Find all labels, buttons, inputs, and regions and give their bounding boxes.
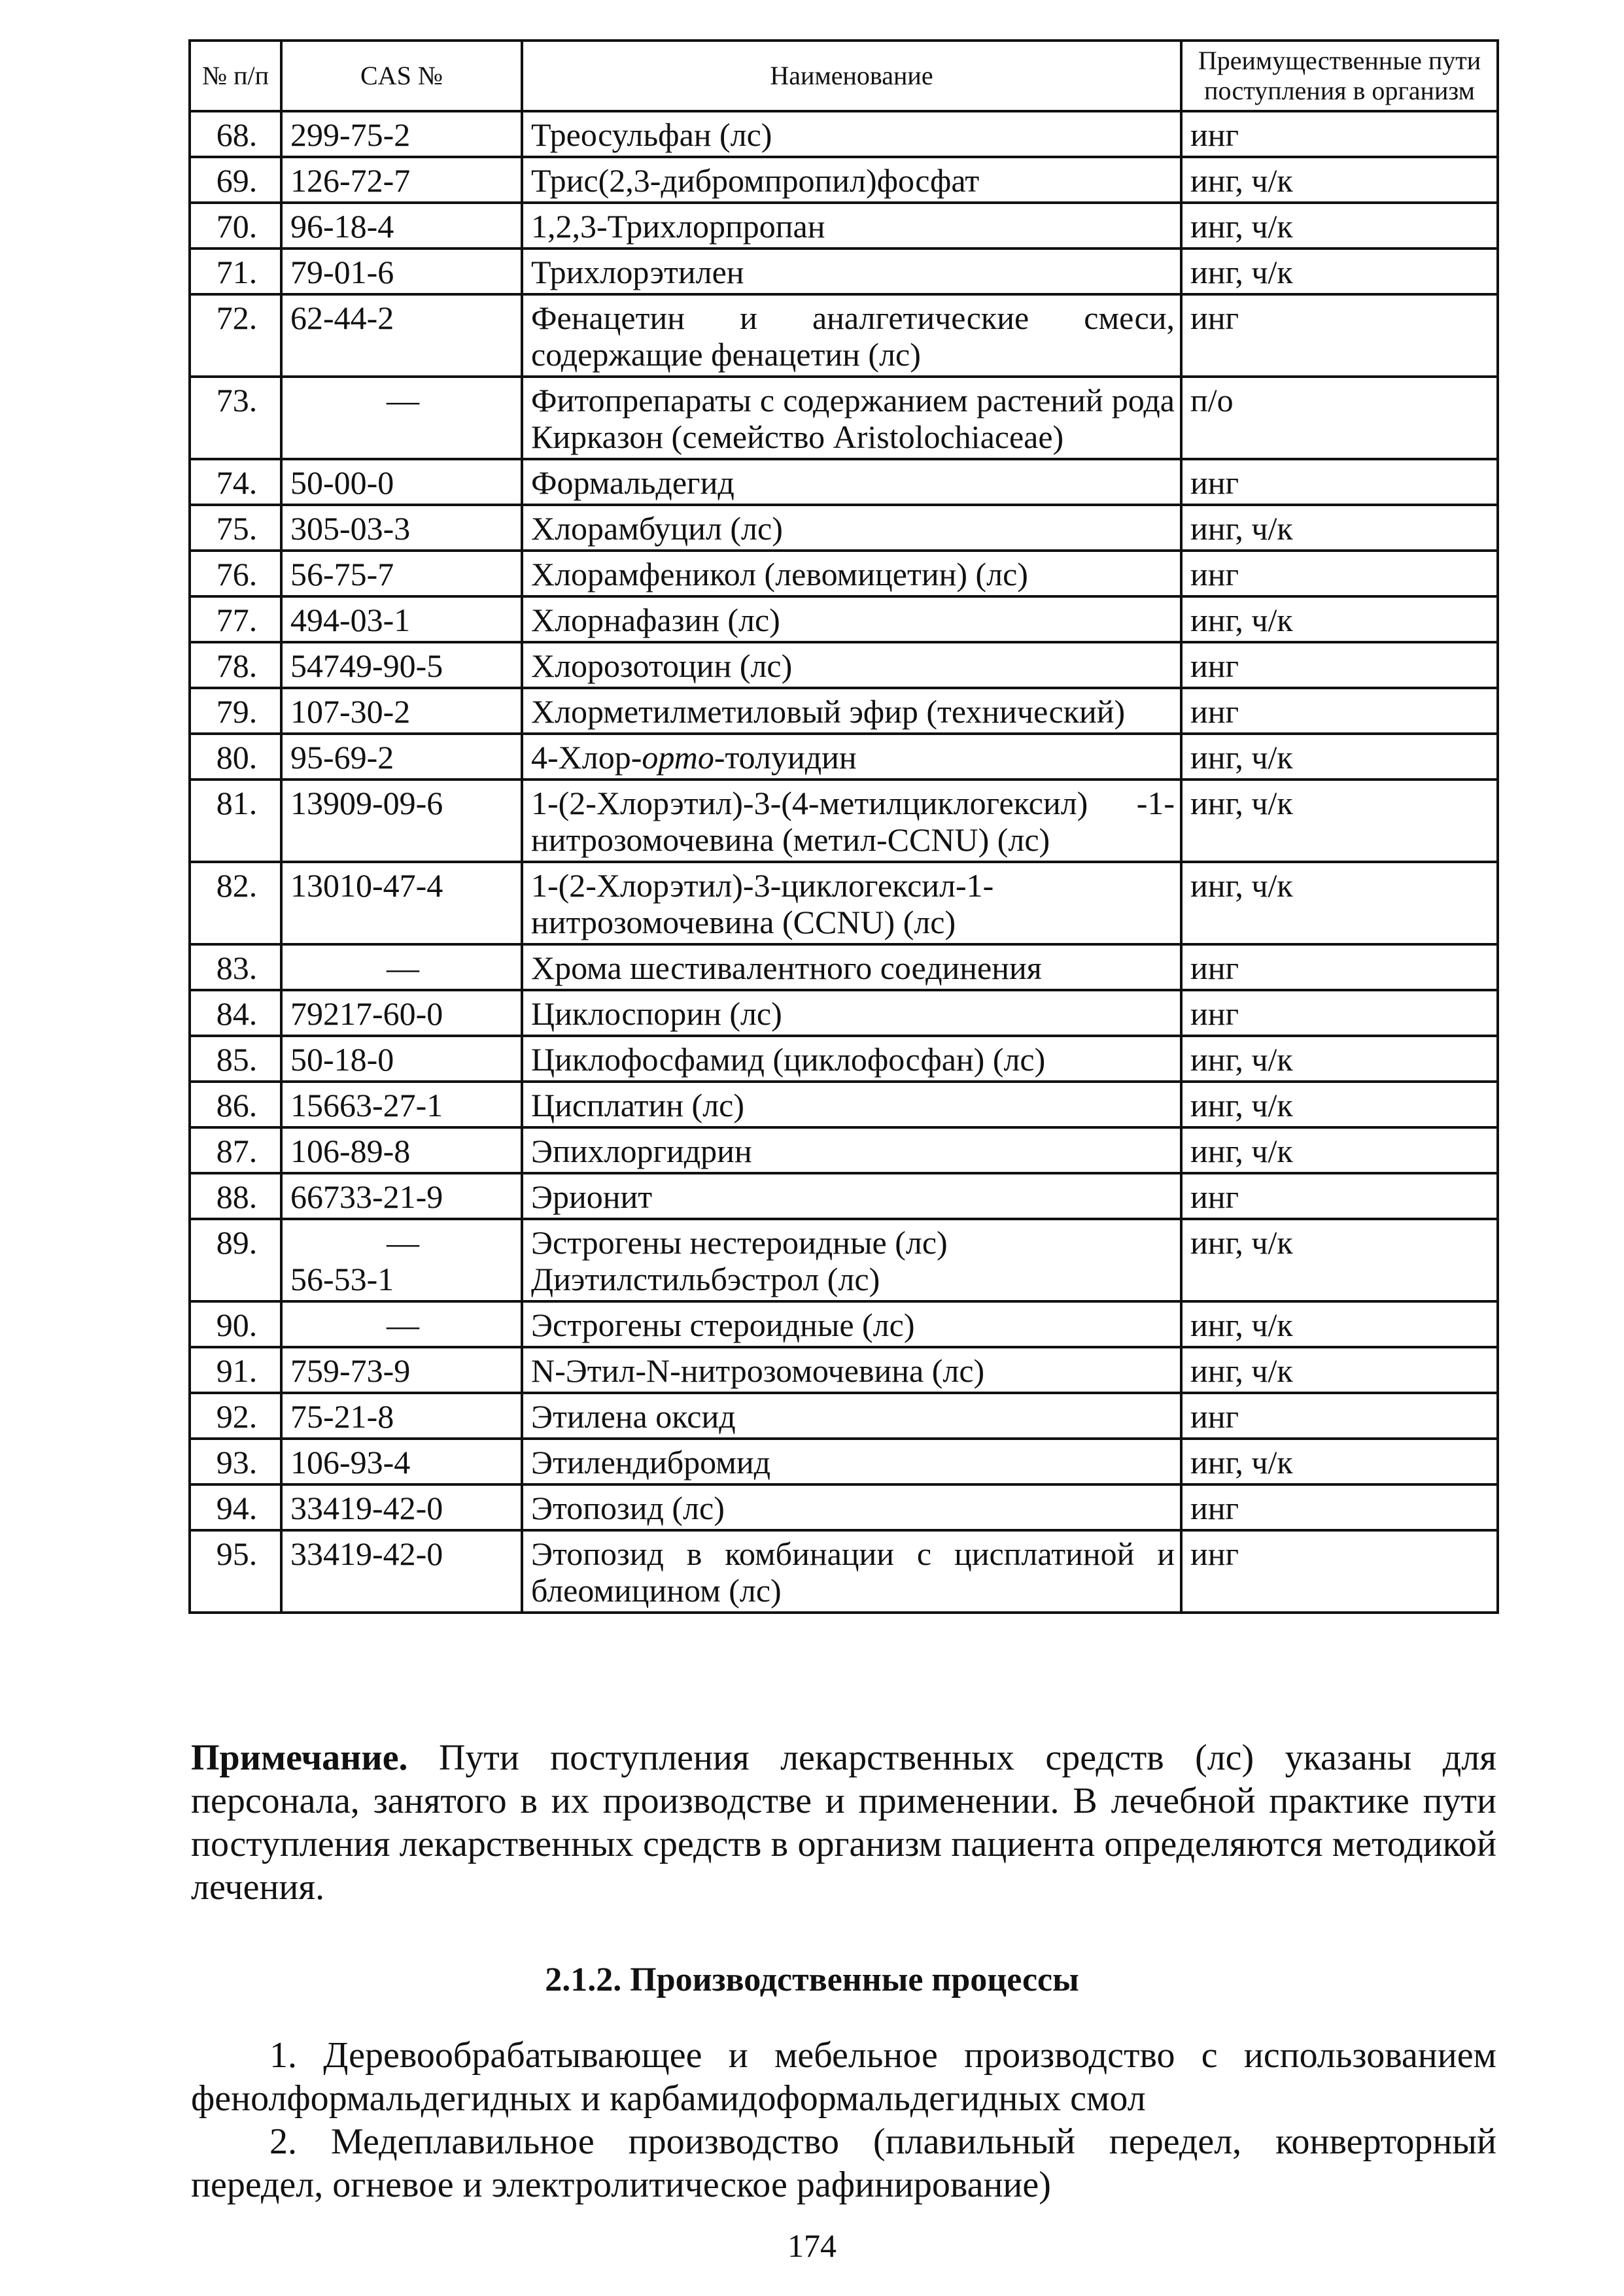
substance-name: Фитопрепараты с содержанием растений рода Кирказон (семейство Aristolochiaceae) — [522, 377, 1181, 459]
exposure-route: инг — [1181, 459, 1498, 505]
table-body — [190, 111, 1498, 1613]
section-title: 2.1.2. Производственные процессы — [545, 1961, 1079, 1998]
row-number: 93. — [190, 1439, 281, 1484]
exposure-route: инг, ч/к — [1181, 862, 1498, 944]
row-number: 73. — [190, 377, 281, 459]
substance-name: Этилендибромид — [522, 1439, 1181, 1484]
cas-number: 106-93-4 — [281, 1439, 522, 1484]
cas-number: 50-00-0 — [281, 459, 522, 505]
cas-number: 494-03-1 — [281, 596, 522, 642]
substance-name: Эрионит — [522, 1173, 1181, 1219]
cas-number: — — [281, 944, 522, 990]
row-number: 84. — [190, 990, 281, 1036]
row-number: 95. — [190, 1530, 281, 1613]
table-row — [190, 1219, 1498, 1301]
substance-name: Этопозид (лс) — [522, 1484, 1181, 1530]
substance-name: Хлорозотоцин (лс) — [522, 642, 1181, 688]
row-number: 69. — [190, 157, 281, 203]
cas-number: 54749-90-5 — [281, 642, 522, 688]
substance-name: 1-(2-Хлорэтил)-3-циклогексил-1-нитрозомочевина (CCNU) (лс) — [522, 862, 1181, 944]
substance-name: Трихлорэтилен — [522, 248, 1181, 294]
cas-number: 759-73-9 — [281, 1347, 522, 1393]
cas-number: 50-18-0 — [281, 1036, 522, 1082]
substance-name: Формальдегид — [522, 459, 1181, 505]
substance-name: Диэтилстильбэстрол (лс) — [531, 1261, 880, 1297]
row-number: 81. — [190, 780, 281, 862]
substance-name: Эстрогены нестероидные (лс) — [531, 1224, 948, 1261]
table-row — [190, 1530, 1498, 1613]
row-number: 75. — [190, 505, 281, 551]
cas-number: 15663-27-1 — [281, 1082, 522, 1127]
row-number: 68. — [190, 111, 281, 157]
substance-name: Фенацетин и аналгетические смеси, содержащие фенацетин (лс) — [522, 294, 1181, 377]
table-row — [190, 1082, 1498, 1127]
row-number: 86. — [190, 1082, 281, 1127]
cas-number: 79217-60-0 — [281, 990, 522, 1036]
substance-name-cell — [522, 1219, 1181, 1301]
exposure-route: инг, ч/к — [1181, 505, 1498, 551]
table-row — [190, 1347, 1498, 1393]
table-row — [190, 1127, 1498, 1173]
exposure-route: инг — [1181, 1173, 1498, 1219]
substance-name: Циклоспорин (лс) — [522, 990, 1181, 1036]
exposure-route: инг, ч/к — [1181, 1439, 1498, 1484]
cas-cell — [281, 1219, 522, 1301]
table-row — [190, 157, 1498, 203]
substance-name-cell — [522, 734, 1181, 780]
process-list — [191, 2034, 1496, 2206]
row-number: 77. — [190, 596, 281, 642]
substance-name-part: -толуидин — [714, 739, 857, 776]
row-number: 76. — [190, 551, 281, 596]
table-row — [190, 688, 1498, 734]
cas-number: 33419-42-0 — [281, 1484, 522, 1530]
cas-number: 56-75-7 — [281, 551, 522, 596]
substance-name: Эстрогены стероидные (лс) — [522, 1301, 1181, 1347]
carcinogen-table-container — [188, 39, 1496, 1614]
table-row — [190, 459, 1498, 505]
exposure-route: инг, ч/к — [1181, 157, 1498, 203]
cas-number: 33419-42-0 — [281, 1530, 522, 1613]
exposure-route: инг, ч/к — [1181, 780, 1498, 862]
substance-name: Этилена оксид — [522, 1393, 1181, 1439]
exposure-route: инг — [1181, 111, 1498, 157]
substance-name: 1,2,3-Трихлорпропан — [522, 203, 1181, 248]
header-cas: CAS № — [281, 41, 522, 111]
table-row — [190, 203, 1498, 248]
cas-number: 305-03-3 — [281, 505, 522, 551]
row-number: 88. — [190, 1173, 281, 1219]
note-label: Примечание. — [191, 1738, 408, 1778]
substance-name: N-Этил-N-нитрозомочевина (лс) — [522, 1347, 1181, 1393]
substance-name: Этопозид в комбинации с цисплатиной и блеомицином (лс) — [522, 1530, 1181, 1613]
table-row — [190, 1393, 1498, 1439]
exposure-route: инг, ч/к — [1181, 1082, 1498, 1127]
cas-number: 75-21-8 — [281, 1393, 522, 1439]
exposure-route: инг — [1181, 642, 1498, 688]
table-row — [190, 111, 1498, 157]
row-number: 83. — [190, 944, 281, 990]
exposure-route: инг — [1181, 1393, 1498, 1439]
header-name: Наименование — [522, 41, 1181, 111]
cas-number: 56-53-1 — [290, 1261, 394, 1297]
table-row — [190, 551, 1498, 596]
cas-number: 66733-21-9 — [281, 1173, 522, 1219]
table-row — [190, 780, 1498, 862]
row-number: 79. — [190, 688, 281, 734]
header-num: № п/п — [190, 41, 281, 111]
row-number: 71. — [190, 248, 281, 294]
exposure-route: инг, ч/к — [1181, 596, 1498, 642]
row-number: 90. — [190, 1301, 281, 1347]
carcinogen-table — [188, 39, 1499, 1614]
cas-number: 96-18-4 — [281, 203, 522, 248]
cas-number: 299-75-2 — [281, 111, 522, 157]
exposure-route: инг, ч/к — [1181, 248, 1498, 294]
exposure-route: инг — [1181, 944, 1498, 990]
exposure-route: инг, ч/к — [1181, 1347, 1498, 1393]
exposure-route: инг, ч/к — [1181, 734, 1498, 780]
cas-number: — — [281, 377, 522, 459]
exposure-route: инг — [1181, 688, 1498, 734]
substance-name: Трис(2,3-дибромпропил)фосфат — [522, 157, 1181, 203]
row-number: 70. — [190, 203, 281, 248]
table-row — [190, 505, 1498, 551]
substance-name-part: орто — [642, 739, 714, 776]
exposure-route: инг — [1181, 1484, 1498, 1530]
table-row — [190, 377, 1498, 459]
cas-number: 79-01-6 — [281, 248, 522, 294]
table-row — [190, 294, 1498, 377]
table-row — [190, 1301, 1498, 1347]
row-number: 82. — [190, 862, 281, 944]
list-item: 2. Медеплавильное производство (плавильный передел, конверторный передел, огневое и электролитическое рафинирование) — [191, 2121, 1496, 2205]
exposure-route: инг — [1181, 294, 1498, 377]
row-number: 74. — [190, 459, 281, 505]
table-row — [190, 248, 1498, 294]
cas-number: 95-69-2 — [281, 734, 522, 780]
table-row — [190, 1439, 1498, 1484]
row-number: 85. — [190, 1036, 281, 1082]
table-header-row — [190, 41, 1498, 111]
substance-name: Циклофосфамид (циклофосфан) (лс) — [522, 1036, 1181, 1082]
exposure-route: инг, ч/к — [1181, 1301, 1498, 1347]
list-item: 1. Деревообрабатывающее и мебельное производство с использованием фенолформальдегидных и карбамидоформальдегидных смол — [191, 2035, 1496, 2119]
note-paragraph — [191, 1736, 1496, 1909]
substance-name: Хлорамбуцил (лс) — [522, 505, 1181, 551]
substance-name: 1-(2-Хлорэтил)-3-(4-метилциклогексил) -1-нитрозомочевина (метил-CCNU) (лс) — [522, 780, 1181, 862]
exposure-route: инг, ч/к — [1181, 1036, 1498, 1082]
exposure-route: п/о — [1181, 377, 1498, 459]
cas-number: 106-89-8 — [281, 1127, 522, 1173]
exposure-route: инг — [1181, 551, 1498, 596]
exposure-route: инг, ч/к — [1181, 1219, 1498, 1301]
row-number: 87. — [190, 1127, 281, 1173]
substance-name: Хлорнафазин (лс) — [522, 596, 1181, 642]
substance-name-part: 4-Хлор- — [531, 739, 642, 776]
cas-number: 13010-47-4 — [281, 862, 522, 944]
row-number: 80. — [190, 734, 281, 780]
header-route: Преимущественные пути поступления в организм — [1181, 41, 1498, 111]
table-row — [190, 944, 1498, 990]
substance-name: Эпихлоргидрин — [522, 1127, 1181, 1173]
table-row — [190, 1484, 1498, 1530]
table-row — [190, 642, 1498, 688]
exposure-route: инг, ч/к — [1181, 1127, 1498, 1173]
row-number: 94. — [190, 1484, 281, 1530]
row-number: 89. — [190, 1219, 281, 1301]
table-row — [190, 862, 1498, 944]
table-row — [190, 1173, 1498, 1219]
row-number: 91. — [190, 1347, 281, 1393]
substance-name: Цисплатин (лс) — [522, 1082, 1181, 1127]
table-row — [190, 596, 1498, 642]
cas-number: 13909-09-6 — [281, 780, 522, 862]
row-number: 72. — [190, 294, 281, 377]
note-text: Пути поступления лекарственных средств (лс) указаны для персонала, занятого в их производстве и применении. В лечебной практике пути поступления лекарственных средств в организм пациента определяются методикой лечения. — [191, 1738, 1496, 1908]
table-row — [190, 990, 1498, 1036]
table-row — [190, 734, 1498, 780]
page-number: 174 — [787, 2227, 837, 2264]
cas-number: 126-72-7 — [281, 157, 522, 203]
cas-number: — — [387, 1224, 419, 1261]
substance-name: Треосульфан (лс) — [522, 111, 1181, 157]
cas-number: — — [281, 1301, 522, 1347]
exposure-route: инг — [1181, 990, 1498, 1036]
substance-name: Хлорамфеникол (левомицетин) (лс) — [522, 551, 1181, 596]
table-row — [190, 1036, 1498, 1082]
row-number: 78. — [190, 642, 281, 688]
row-number: 92. — [190, 1393, 281, 1439]
exposure-route: инг, ч/к — [1181, 203, 1498, 248]
substance-name: Хлорметилметиловый эфир (технический) — [522, 688, 1181, 734]
cas-number: 62-44-2 — [281, 294, 522, 377]
cas-number: 107-30-2 — [281, 688, 522, 734]
exposure-route: инг — [1181, 1530, 1498, 1613]
substance-name: Хрома шестивалентного соединения — [522, 944, 1181, 990]
